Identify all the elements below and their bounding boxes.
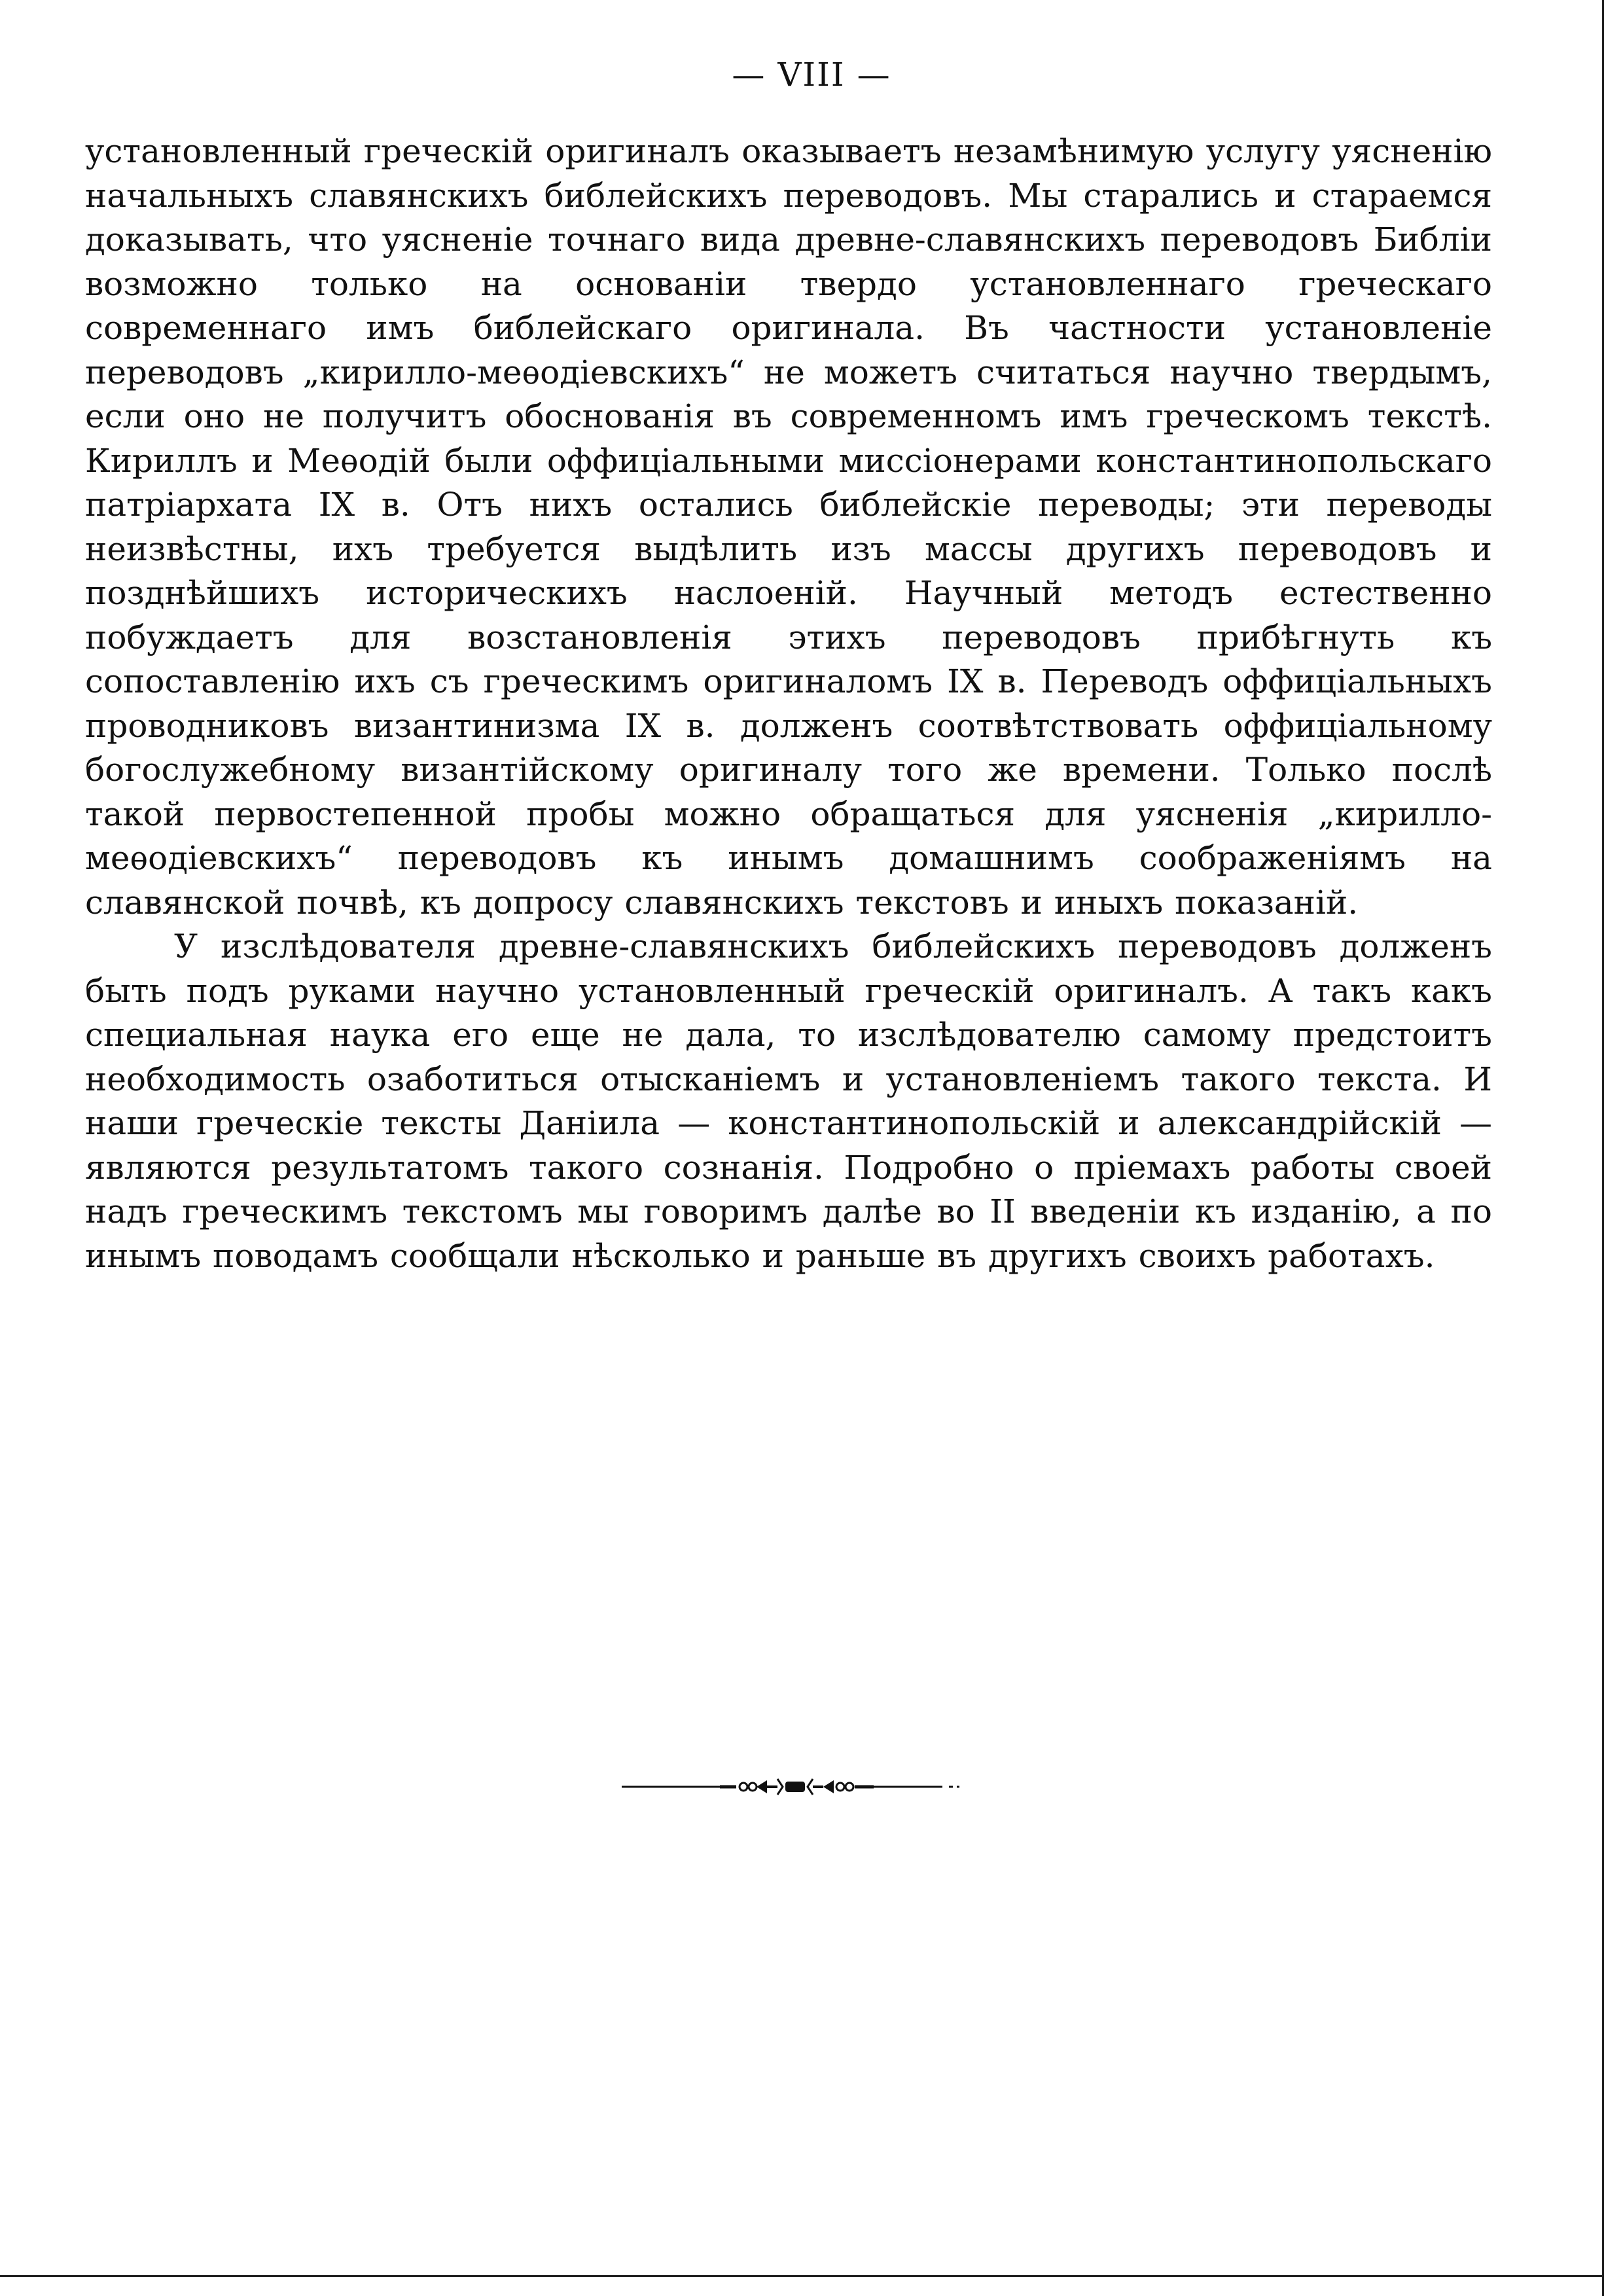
tailpiece-ornament-icon: [622, 1774, 962, 1800]
paragraph-1: установленный греческій оригиналъ оказываетъ незамѣнимую услугу уясненію начальныхъ славянскихъ библейскихъ переводовъ. Мы старались и стараемся доказывать, что уясненіе точнаго вида древне-славянскихъ переводовъ Библіи возможно только на основаніи твердо установленнаго греческаго современнаго имъ библейскаго оригинала. Въ частности установленіе переводовъ „кирилло-меѳодіевскихъ“ не можетъ считаться научно твердымъ, если оно не получитъ обоснованія въ современномъ имъ греческомъ текстѣ. Кириллъ и Меѳодій были оффиціальными миссіонерами константинопольскаго патріархата IX в. Отъ нихъ остались библейскіе переводы; эти переводы неизвѣстны, ихъ требуется выдѣлить изъ массы другихъ переводовъ и позднѣйшихъ историческихъ наслоеній. Научный методъ естественно побуждаетъ для возстановленія этихъ переводовъ прибѣгнуть къ сопоставленію ихъ съ греческимъ оригиналомъ IX в. Переводъ оффиціальныхъ проводниковъ византинизма IX в. долженъ соотвѣтствовать оффиціальному богослужебному византійскому оригиналу того же времени. Только послѣ такой первостепенной пробы можно обращаться для уясненія „кирилло-меѳодіевскихъ“ переводовъ къ инымъ домашнимъ соображеніямъ на славянской почвѣ, къ допросу славянскихъ текстовъ и иныхъ показаній.: [85, 132, 1492, 922]
page-edge-bottom: [0, 2275, 1603, 2277]
page-number: — VIII —: [732, 56, 891, 94]
page-edge-right: [1602, 0, 1604, 2296]
body-text: [85, 130, 1492, 1278]
paragraph-2: У изслѣдователя древне-славянскихъ библейскихъ переводовъ долженъ быть подъ руками научно установленный греческій оригиналъ. А такъ какъ специальная наука его еще не дала, то изслѣдователю самому предстоитъ необходимость озаботиться отысканіемъ и установленіемъ такого текста. И наши греческіе тексты Даніила — константинопольскій и александрійскій — являются результатомъ такого сознанія. Подробно о пріемахъ работы своей надъ греческимъ текстомъ мы говоримъ далѣе во II введеніи къ изданію, а по инымъ поводамъ сообщали нѣсколько и раньше въ другихъ своихъ работахъ.: [85, 927, 1492, 1275]
